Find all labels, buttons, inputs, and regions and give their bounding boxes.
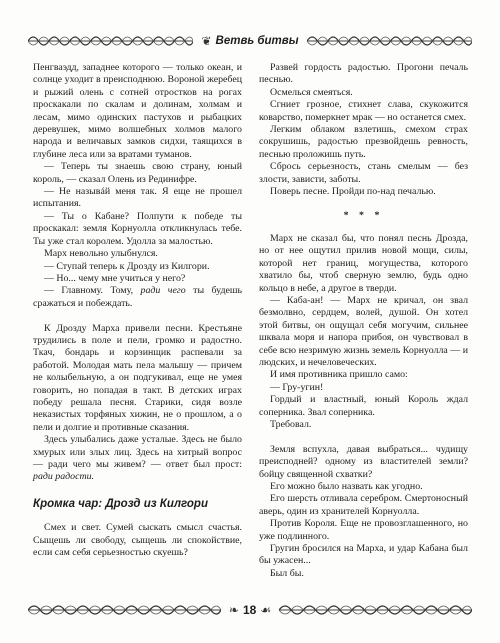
paragraph: Сгниет грозное, стихнет слава, скукожится коварство, померкнет мрак — но останется смех. xyxy=(259,99,468,123)
paragraph: Осмелься смеяться. xyxy=(270,86,353,98)
page-header xyxy=(28,30,472,52)
paragraph: Развей гордость радостью. Прогони печаль песнью. xyxy=(259,62,468,86)
triquetra-icon: ❦ xyxy=(201,34,212,48)
paragraph: Поверь песне. Пройди по-над печалью. xyxy=(270,186,436,198)
left-ornament-border xyxy=(28,30,193,52)
paragraph: — Ты о Кабане? Полпути к победе ты проскакал: земля Корнуолла откликнулась тебе. Ты уже стал королем. Удолла за малостью. xyxy=(33,210,242,247)
paragraph: — Гру-угин! xyxy=(270,381,324,393)
right-column xyxy=(259,62,468,597)
paragraph: Требовал. xyxy=(270,418,312,430)
paragraph: Марх невольно улыбнулся. xyxy=(44,248,158,260)
left-column xyxy=(33,62,242,597)
paragraph: Его шерсть отливала серебром. Смертоносный аверь, один из хранителей Корнуолла. xyxy=(259,493,468,517)
text-columns xyxy=(33,62,468,597)
right-footer-ornament xyxy=(279,599,472,621)
section-heading: Кромка чар: Дрозд из Килгори xyxy=(33,497,208,510)
paragraph: Пенгваэдд, западнее которого — только океан, и солнце уходит в преисподнюю. Вороной жеребец и рыжий олень с сотней отростков на рогах проскакали по скалам и долинам, холмам и лесам, мимо одинских пастухов и рыбацких деревушек, мимо волшебных холмов малого народа и величавых замков сидхи, таящихся в глубине леса или за вратами туманов. xyxy=(33,62,242,160)
paragraph: Смех и свет. Сумей сыскать смысл счастья. Сыщешь ли свободу, сыщешь ли спокойствие, если сам себя серьезностью скуешь? xyxy=(33,522,242,559)
paragraph: Легким облаком взлетишь, смехом страх сокрушишь, радостью презвойдешь ревность, песнью проложишь путь. xyxy=(259,124,468,160)
paragraph: Был бы. xyxy=(270,567,304,579)
left-footer-ornament xyxy=(28,599,221,621)
page-number-text: 18 xyxy=(242,603,257,617)
paragraph: — Теперь ты знаешь свою страну, юный король, — сказал Олень из Рединифре. xyxy=(33,161,242,185)
flourish-icon: ❧ xyxy=(228,603,239,617)
paragraph: К Дрозду Марха привели песни. Крестьяне трудились в поле и пели, громко и радостно. Ткач, бондарь и корзинщик распевали за работой. Молодая мать пела малышу — причем не колыбельную, а он подгукивал, еще не умея говорить, но попадая в такт. В детских играх победу решала песня. Старики, сидя возле неказистых торфяных хижин, не о прошлом, а о пели и долгие и противные сказания. xyxy=(33,322,242,433)
section-break-stars: * * * xyxy=(343,210,384,222)
paragraph: Марх не сказал бы, что понял песнь Дрозда, но от нее ощутил прилив новой мощи, силы, которой нет границ, могущества, которого хватило бы, чтоб сверную землю, будь одно кольцо в небе, а другое в тверди. xyxy=(259,232,468,294)
paragraph: — Ступай теперь к Дрозду из Килгори. xyxy=(44,260,210,272)
paragraph: — Не назывáй меня так. Я еще не прошел испытания. xyxy=(33,186,242,210)
paragraph: И имя противника пришло само: xyxy=(270,369,408,381)
page-footer xyxy=(28,599,472,621)
paragraph: — Но... чему мне учиться у него? xyxy=(44,272,186,284)
page-number xyxy=(221,603,279,617)
paragraph: Сбрось серьезность, стань смелым — без злости, зависти, заботы. xyxy=(259,161,468,185)
paragraph: — Главному. Тому, ради чего ты будешь сражаться и побеждать. xyxy=(33,285,242,309)
paragraph: Здесь улыбались даже усталые. Здесь не было хмурых или злых лиц. Здесь на хитрый вопрос — ради чего мы живем? — ответ был прост: ради радости. xyxy=(33,434,242,483)
paragraph: — Каба-ан! — Марх не кричал, он звал безмолвно, сердцем, волей, душой. Он хотел этой битвы, он ощущал себя могучим, сильнее шквала моря и напора прибоя, он чувствовал в себе всю незримую жизнь земель Корнуолла — и людских, и нечеловеческих. xyxy=(259,294,468,368)
running-title xyxy=(193,34,306,48)
paragraph: Гордый и властный, юный Король ждал соперника. Звал соперника. xyxy=(259,394,468,418)
running-title-text: Ветвь битвы xyxy=(215,35,299,47)
flourish-icon: ☙ xyxy=(260,603,272,617)
paragraph: Земля вспухла, давая выбраться... чудищу преисподней? одному из властителей земли? бойцу священной схватки? xyxy=(259,443,468,480)
right-ornament-border xyxy=(307,30,472,52)
paragraph: Против Короля. Еще не провозглашенного, но уже подлинного. xyxy=(259,518,468,542)
paragraph: Гругин бросился на Марха, и удар Кабана был бы ужасен... xyxy=(259,543,468,567)
paragraph: Его можно было назвать как угодно. xyxy=(270,480,423,492)
